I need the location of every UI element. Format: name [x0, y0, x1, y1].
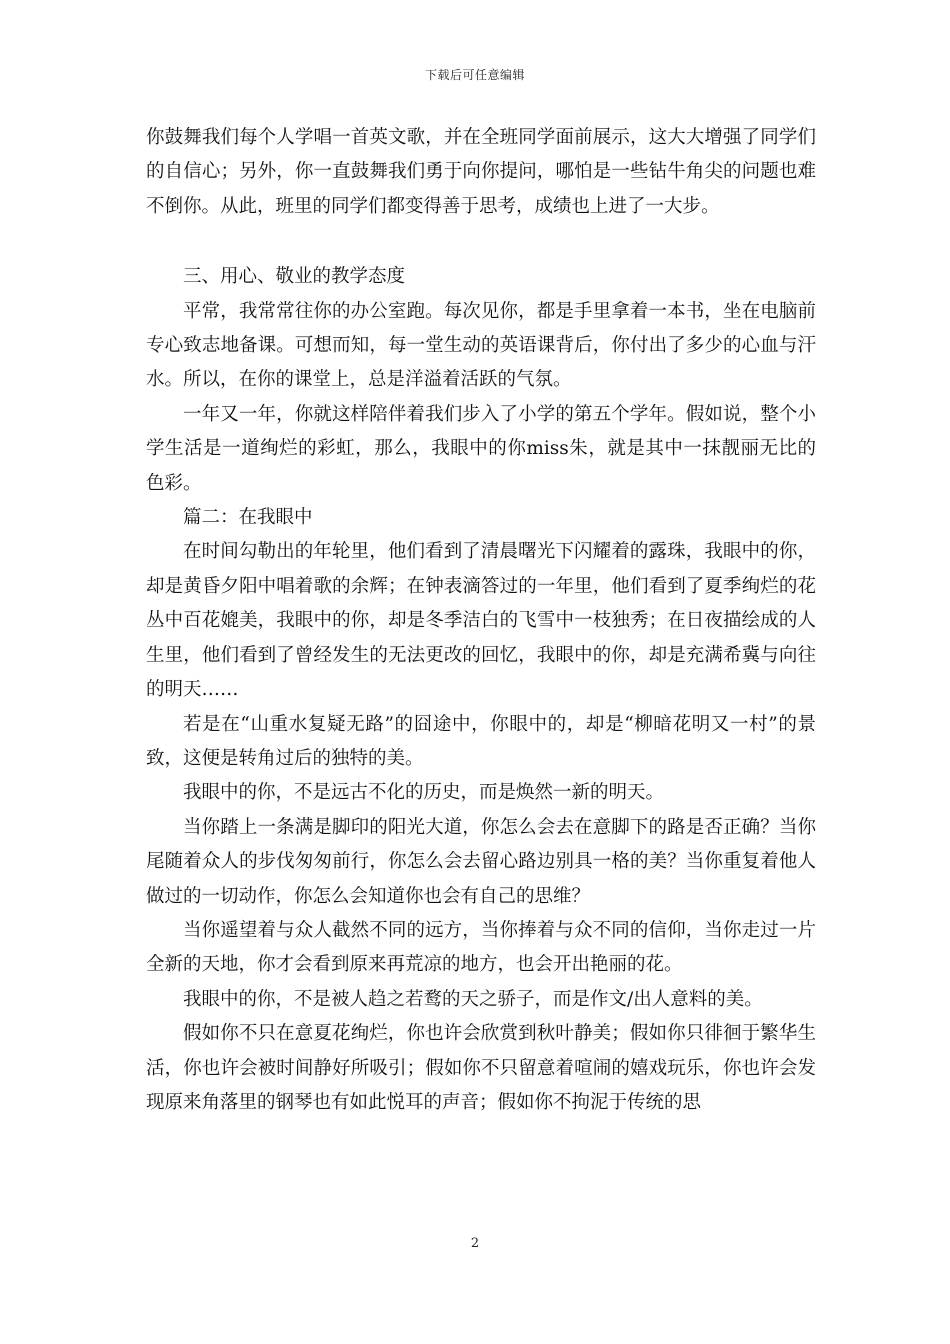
paragraph-4: 在时间勾勒出的年轮里，他们看到了清晨曙光下闪耀着的露珠，我眼中的你，却是黄昏夕阳中唱着歌的余辉；在钟表滴答过的一年里，他们看到了夏季绚烂的花丛中百花媲美，我眼中的你，却是冬季洁白的飞雪中一枝独秀；在日夜描绘成的人生里，他们看到了曾经发生的无法更改的回忆，我眼中的你，却是充满希冀与向往的明天…… — [146, 541, 816, 701]
paragraph-3: 一年又一年，你就这样陪伴着我们步入了小学的第五个学年。假如说，整个小学生活是一道绚烂的彩虹，那么，我眼中的你miss朱，就是其中一抹靓丽无比的色彩。 — [146, 403, 816, 494]
paragraph-6: 我眼中的你，不是远古不化的历史，而是焕然一新的明天。 — [183, 782, 665, 804]
page-header: 下载后可任意编辑 — [424, 68, 525, 82]
article-heading-2: 篇二：在我眼中 — [183, 507, 313, 529]
page-number: 2 — [470, 1236, 480, 1251]
paragraph-8: 当你遥望着与众人截然不同的远方，当你捧着与众不同的信仰，当你走过一片全新的天地，你才会看到原来再荒凉的地方，也会开出艳丽的花。 — [146, 919, 816, 976]
document-body — [146, 121, 816, 1120]
paragraph-10: 假如你不只在意夏花绚烂，你也许会欣赏到秋叶静美；假如你只徘徊于繁华生活，你也许会被时间静好所吸引；假如你不只留意着喧闹的嬉戏玩乐，你也许会发现原来角落里的钢琴也有如此悦耳的声音；假如你不拘泥于传统的思 — [146, 1023, 816, 1113]
paragraph-2: 平常，我常常往你的办公室跑。每次见你，都是手里拿着一本书，坐在电脑前专心致志地备课。可想而知，每一堂生动的英语课背后，你付出了多少的心血与汗水。所以，在你的课堂上，总是洋溢着活跃的气氛。 — [146, 300, 816, 391]
paragraph-5: 若是在“山重水复疑无路”的囧途中，你眼中的，却是“柳暗花明又一村”的景致，这便是转角过后的独特的美。 — [146, 713, 816, 769]
paragraph-7: 当你踏上一条满是脚印的阳光大道，你怎么会去在意脚下的路是否正确？当你尾随着众人的步伐匆匆前行，你怎么会去留心路边别具一格的美？当你重复着他人做过的一切动作，你怎么会知道你也会有自己的思维？ — [146, 816, 816, 907]
paragraph-1: 你鼓舞我们每个人学唱一首英文歌，并在全班同学面前展示，这大大增强了同学们的自信心；另外，你一直鼓舞我们勇于向你提问，哪怕是一些钻牛角尖的问题也难不倒你。从此，班里的同学们都变得善于思考，成绩也上进了一大步。 — [146, 127, 816, 217]
section-heading-3: 三、用心、敬业的教学态度 — [183, 266, 406, 288]
paragraph-9: 我眼中的你，不是被人趋之若鹜的天之骄子，而是作文/出人意料的美。 — [183, 988, 763, 1010]
paragraph-spacer — [146, 224, 816, 260]
